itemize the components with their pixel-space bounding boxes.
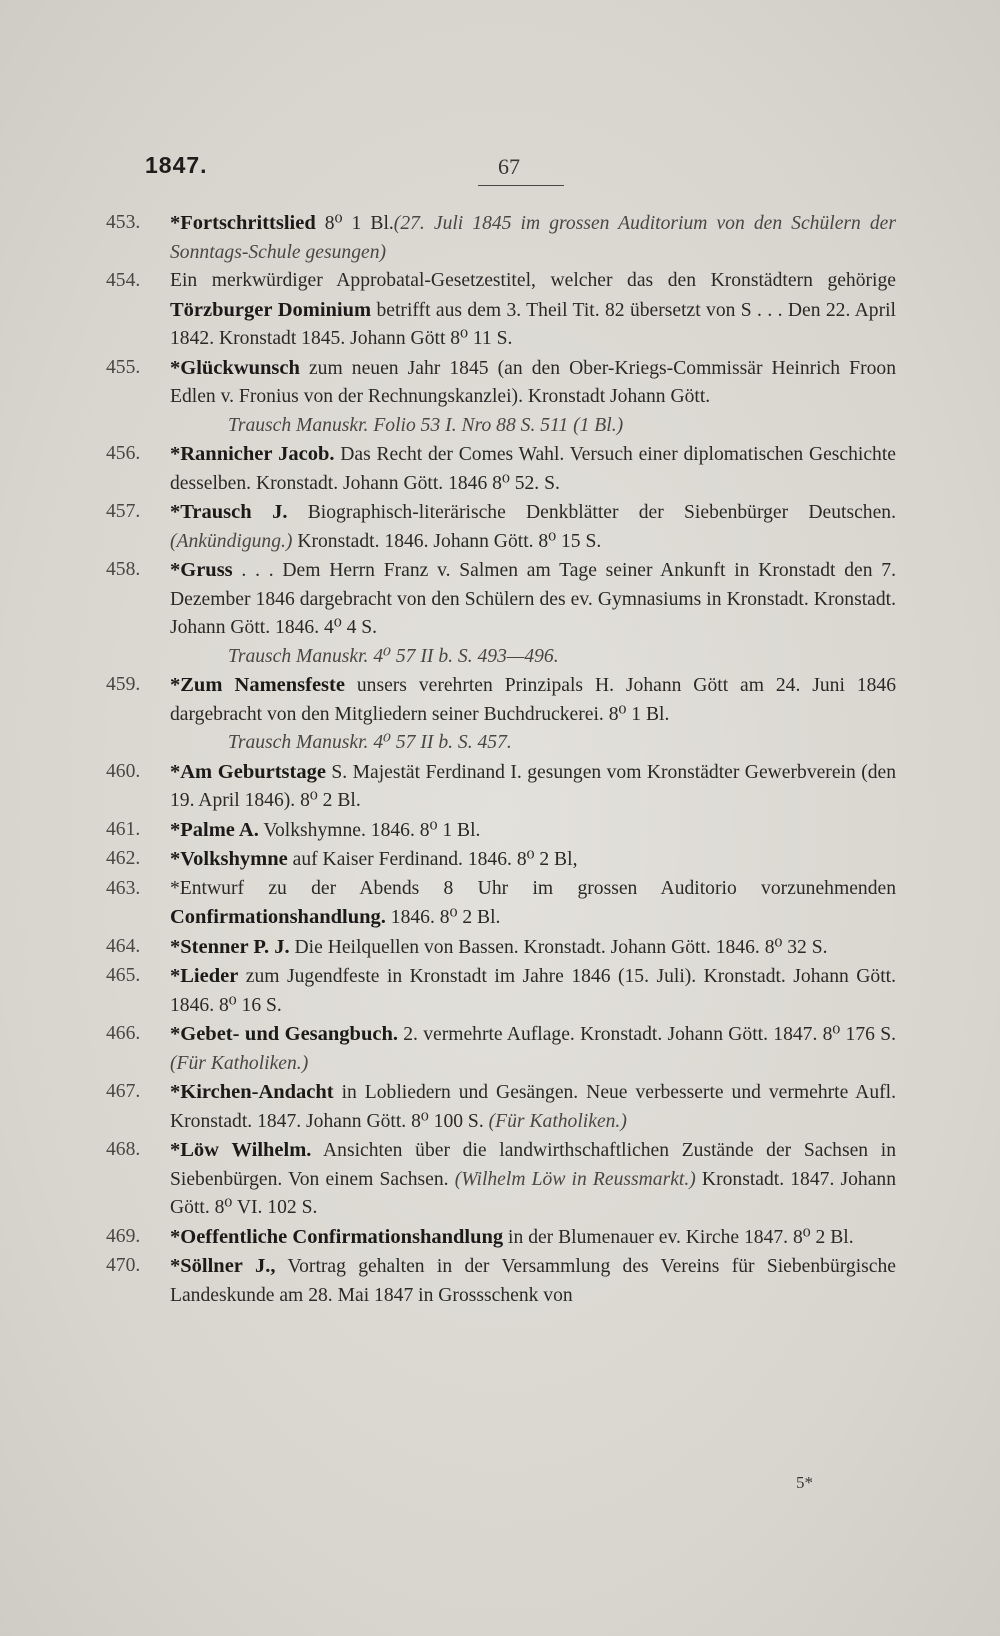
entry-title: *Rannicher Jacob. xyxy=(170,443,335,465)
entry-text: Vortrag gehalten in der Versammlung des Vereins für Siebenbürgische Landeskunde am 28. Mai 1847 in Grossschenk von xyxy=(170,1256,896,1306)
entry-text: . . . Dem Herrn Franz v. Salmen am Tage seiner Ankunft in Kronstadt den 7. Dezember 1846 dargebracht von den Schülern des ev. Gymnasiums in Kronstadt. Kronstadt. Johann Gött. 1846. 4⁰ 4 S. xyxy=(170,560,896,638)
entry-title: *Am Geburtstage xyxy=(170,760,326,783)
entry-title: *Gebet- und Gesangbuch. xyxy=(170,1023,398,1045)
catalog-entry xyxy=(106,816,896,846)
catalog-entry xyxy=(106,498,896,556)
entry-number: 468. xyxy=(106,1139,141,1160)
entry-text: Die Heilquellen von Bassen. Kronstadt. Johann Gött. 1846. 8⁰ 32 S. xyxy=(289,936,828,958)
entry-title: Confirmationshandlung. xyxy=(170,906,386,928)
entry-text-continued: Kronstadt. 1847. Johann Gött. 8⁰ VI. 102 S. xyxy=(170,1168,896,1218)
entry-number: 465. xyxy=(106,965,141,986)
catalog-entry xyxy=(106,671,896,729)
catalog-entry xyxy=(106,1020,896,1078)
entry-text: zum Jugendfeste in Kronstadt im Jahre 1846 (15. Juli). Kronstadt. Johann Gött. 1846. 8⁰ 16 S. xyxy=(170,966,896,1016)
entry-text: 1846. 8⁰ 2 Bl. xyxy=(385,907,501,928)
catalog-entry xyxy=(106,845,896,875)
catalog-entry xyxy=(106,1136,896,1223)
entry-text: auf Kaiser Ferdinand. 1846. 8⁰ 2 Bl, xyxy=(287,849,578,870)
entry-title: Törzburger Dominium xyxy=(170,298,372,321)
entry-text: betrifft aus dem 3. Theil Tit. 82 übersetzt von S . . . Den 22. April 1842. Kronstadt 1845. Johann Gött 8⁰ 11 S. xyxy=(170,299,896,349)
entry-title: *Glückwunsch xyxy=(170,356,300,379)
entry-title: *Lieder xyxy=(170,965,239,987)
entry-italic-text: (Für Katholiken.) xyxy=(170,1052,309,1074)
entry-number: 453. xyxy=(106,212,141,233)
signature-mark: 5* xyxy=(796,1473,813,1492)
entry-title: *Volkshymne xyxy=(170,848,288,870)
entry-title: *Trausch J. xyxy=(170,501,288,523)
entry-text-continued: Kronstadt. 1846. Johann Gött. 8⁰ 15 S. xyxy=(292,530,602,552)
entry-text: Volkshymne. 1846. 8⁰ 1 Bl. xyxy=(258,819,481,841)
entry-text: S. Majestät Ferdinand I. gesungen vom Kronstädter Gewerbverein (den 19. April 1846). 8⁰ 2 Bl. xyxy=(170,761,897,811)
entry-title: *Fortschrittslied xyxy=(170,212,316,234)
entry-list xyxy=(106,209,896,1310)
entry-text: 2. vermehrte Auflage. Kronstadt. Johann Gött. 1847. 8⁰ 176 S. xyxy=(397,1024,896,1045)
header-rule xyxy=(478,185,564,186)
entry-title: *Gruss xyxy=(170,559,233,581)
entry-italic-text: (Ankündigung.) xyxy=(170,530,293,552)
catalog-entry xyxy=(106,440,896,498)
entry-text: in der Blumenauer ev. Kirche 1847. 8⁰ 2 Bl. xyxy=(503,1226,854,1248)
catalog-entry xyxy=(106,758,896,816)
entry-italic-text: (Für Katholiken.) xyxy=(488,1110,627,1132)
entry-pre-text: Ein merkwürdiger Approbatal-Gesetzestitel, welcher das den Kronstädtern gehörige xyxy=(170,270,896,291)
entry-text: zum neuen Jahr 1845 (an den Ober-Kriegs-Commissär Heinrich Froon Edlen v. Fronius von der Rechnungskanzlei). Kronstadt Johann Gött. xyxy=(170,357,896,407)
page-number: 67 xyxy=(498,154,520,179)
entry-text: Das Recht der Comes Wahl. Versuch einer diplomatischen Geschichte desselben. Kronstadt. Johann Gött. 1846 8⁰ 52. S. xyxy=(170,444,896,494)
entry-number: 470. xyxy=(106,1255,141,1276)
entry-pre-text: *Entwurf zu der Abends 8 Uhr im grossen Auditorio vorzunehmenden xyxy=(170,877,896,899)
entry-title: *Palme A. xyxy=(170,818,259,841)
catalog-entry xyxy=(106,267,896,354)
entry-number: 464. xyxy=(106,935,141,957)
entry-title: *Zum Namensfeste xyxy=(170,674,345,696)
entry-number: 467. xyxy=(106,1081,141,1102)
entry-number: 463. xyxy=(106,877,141,899)
entry-title: *Söllner J., xyxy=(170,1255,276,1277)
entry-text: Ansichten über die landwirthschaftlichen Zustände der Sachsen in Siebenbürgen. Von einem Sachsen. xyxy=(170,1140,897,1190)
entry-source-note: Trausch Manuskr. 4⁰ 57 II b. S. 493—496. xyxy=(228,645,559,667)
catalog-entry xyxy=(106,962,896,1020)
entry-source-note: Trausch Manuskr. 4⁰ 57 II b. S. 457. xyxy=(228,732,512,753)
entry-number: 462. xyxy=(106,848,141,869)
entry-italic-text: (Wilhelm Löw in Reussmarkt.) xyxy=(454,1168,696,1190)
entry-number: 459. xyxy=(106,674,141,695)
entry-number: 466. xyxy=(106,1023,141,1044)
entry-title: *Kirchen-Andacht xyxy=(170,1081,334,1103)
entry-number: 460. xyxy=(106,760,141,782)
catalog-entry xyxy=(106,1223,896,1253)
catalog-entry xyxy=(106,933,896,963)
catalog-entry xyxy=(106,354,896,412)
catalog-entry xyxy=(106,209,896,267)
header-year: 1847. xyxy=(145,152,208,178)
entry-text: in Lobliedern und Gesängen. Neue verbesserte und vermehrte Aufl. Kronstadt. 1847. Johann Gött. 8⁰ 100 S. xyxy=(170,1082,896,1132)
catalog-entry xyxy=(106,1078,896,1136)
entry-source-note: Trausch Manuskr. Folio 53 I. Nro 88 S. 511 (1 Bl.) xyxy=(228,414,624,436)
entry-number: 454. xyxy=(106,270,141,291)
entry-text: 8⁰ 1 Bl. xyxy=(315,213,394,234)
entry-title: *Löw Wilhelm. xyxy=(170,1139,312,1161)
entry-number: 469. xyxy=(106,1225,141,1247)
catalog-entry xyxy=(106,875,896,933)
entry-italic-text: (27. Juli 1845 im grossen Auditorium von den Schülern der Sonntags-Schule gesungen) xyxy=(170,213,896,263)
entry-text: unsers verehrten Prinzipals H. Johann Gött am 24. Juni 1846 dargebracht von den Mitgliedern seiner Buchdruckerei. 8⁰ 1 Bl. xyxy=(170,675,897,725)
entry-title: *Stenner P. J. xyxy=(170,935,290,958)
entry-title: *Oeffentliche Confirmationshandlung xyxy=(170,1225,504,1248)
entry-number: 461. xyxy=(106,818,141,840)
entry-number: 456. xyxy=(106,443,141,464)
entry-number: 458. xyxy=(106,559,141,580)
entry-number: 457. xyxy=(106,501,141,522)
entry-number: 455. xyxy=(106,356,141,378)
catalog-entry xyxy=(106,556,896,643)
entry-text: Biographisch-literärische Denkblätter der Siebenbürger Deutschen. xyxy=(287,502,896,523)
catalog-entry xyxy=(106,1252,896,1310)
